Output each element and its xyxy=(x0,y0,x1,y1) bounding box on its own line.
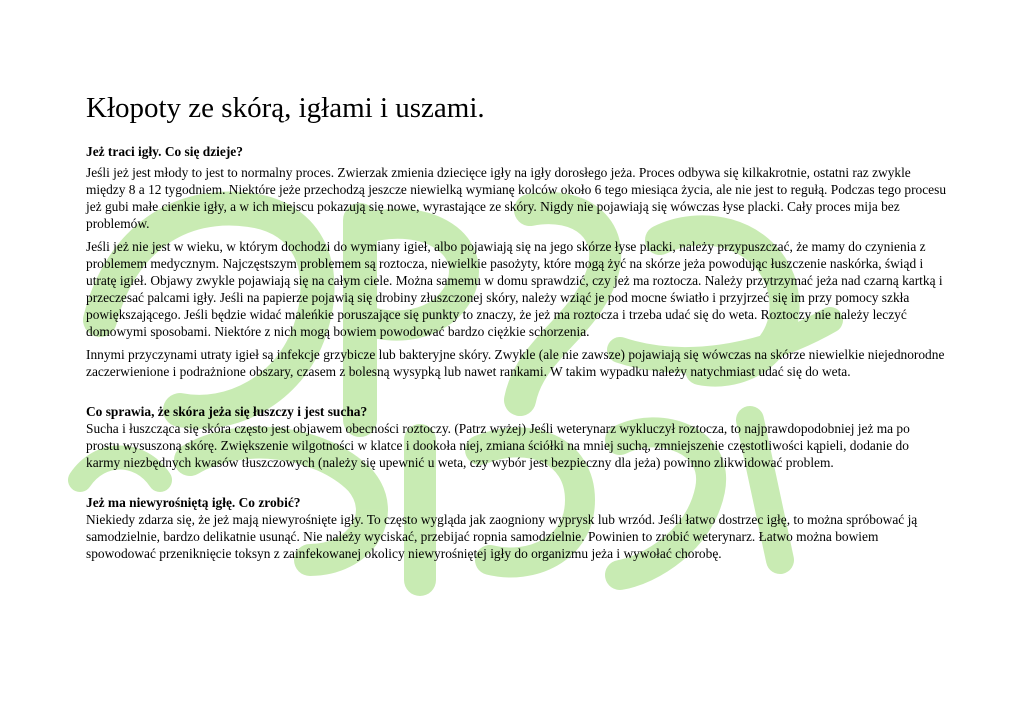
section-heading: Co sprawia, że skóra jeża się łuszczy i jest sucha? xyxy=(86,404,368,419)
section-dry-skin xyxy=(86,403,946,471)
paragraph: Innymi przyczynami utraty igieł są infekcje grzybicze lub bakteryjne skóry. Zwykle (ale nie zawsze) pojawiają się wówczas na skórze niewielkie niejednorodne zaczerwienione i podrażnione obszary, czasem z bolesną wysypką lub nawet rankami. W takim wypadku należy natychmiast udać się do weta. xyxy=(86,347,945,379)
paragraph: Niekiedy zdarza się, że jeż mają niewyrośnięte igły. To często wygląda jak zaogniony wyprysk lub wrzód. Jeśli łatwo dostrzec igłę, to można spróbować ją samodzielnie, bardzo delikatnie usunąć. Nie należy wyciskać, przebijać ropnia samodzielnie. Powinien to zrobić weterynarz. Łatwo można bowiem spowodować przeniknięcie toksyn z zainfekowanej okolicy niewyrośniętej igły do organizmu jeża i wywołać chorobę. xyxy=(86,512,918,561)
document-content xyxy=(86,90,946,568)
section-needle-loss xyxy=(86,143,946,380)
section-ingrown-needle xyxy=(86,494,946,562)
section-heading: Jeż ma niewyrośniętą igłę. Co zrobić? xyxy=(86,495,301,510)
section-heading: Jeż traci igły. Co się dzieje? xyxy=(86,144,243,159)
paragraph: Jeśli jeż nie jest w wieku, w którym dochodzi do wymiany igieł, albo pojawiają się na jego skórze łyse placki, należy przypuszczać, że mamy do czynienia z problemem medycznym. Najczęstszym problemem są roztocza, niewielkie pasożyty, które mogą żyć na skórze jeża powodując łuszczenie naskórka, świąd i utratę igieł. Objawy zwykle pojawiają się na całym ciele. Można samemu w domu sprawdzić, czy jeż ma roztocza. Należy przytrzymać jeża nad czarną kartką i przeczesać palcami igły. Jeśli na papierze pojawią się drobiny złuszczonej skóry, należy wziąć je pod mocne światło i przyjrzeć się im przy pomocy szkła powiększającego. Jeśli będzie widać maleńkie poruszające się punkty to znaczy, że jeż ma roztocza i trzeba udać się do weta. Roztoczy nie należy leczyć domowymi sposobami. Niektóre z nich mogą bowiem powodować bardzo ciężkie schorzenia. xyxy=(86,239,943,339)
paragraph: Jeśli jeż jest młody to jest to normalny proces. Zwierzak zmienia dziecięce igły na igły dorosłego jeża. Proces odbywa się kilkakrotnie, ostatni raz zwykle między 8 a 12 tygodniem. Niektóre jeże przechodzą jeszcze niewielką wymianę kolców około 6 tego miesiąca życia, ale nie jest to regułą. Podczas tego procesu jeż gubi małe cienkie igły, a w ich miejscu pokazują się nowe, wyrastające ze skóry. Nigdy nie pojawiają się wówczas łyse placki. Cały proces mija bez problemów. xyxy=(86,165,947,231)
page-title: Kłopoty ze skórą, igłami i uszami. xyxy=(86,92,485,124)
paragraph: Sucha i łuszcząca się skóra często jest objawem obecności roztoczy. (Patrz wyżej) Jeśli weterynarz wykluczył roztocza, to najprawdopodobniej jeż ma po prostu wysuszoną skórę. Zwiększenie wilgotności w klatce i dookoła niej, zmiana ściółki na mniej suchą, zmniejszenie częstotliwości kąpieli, dodanie do karmy niezbędnych kwasów tłuszczowych (należy się upewnić u weta, czy wybór jest bezpieczny dla jeża) powinno zlikwidować problem. xyxy=(86,421,910,470)
